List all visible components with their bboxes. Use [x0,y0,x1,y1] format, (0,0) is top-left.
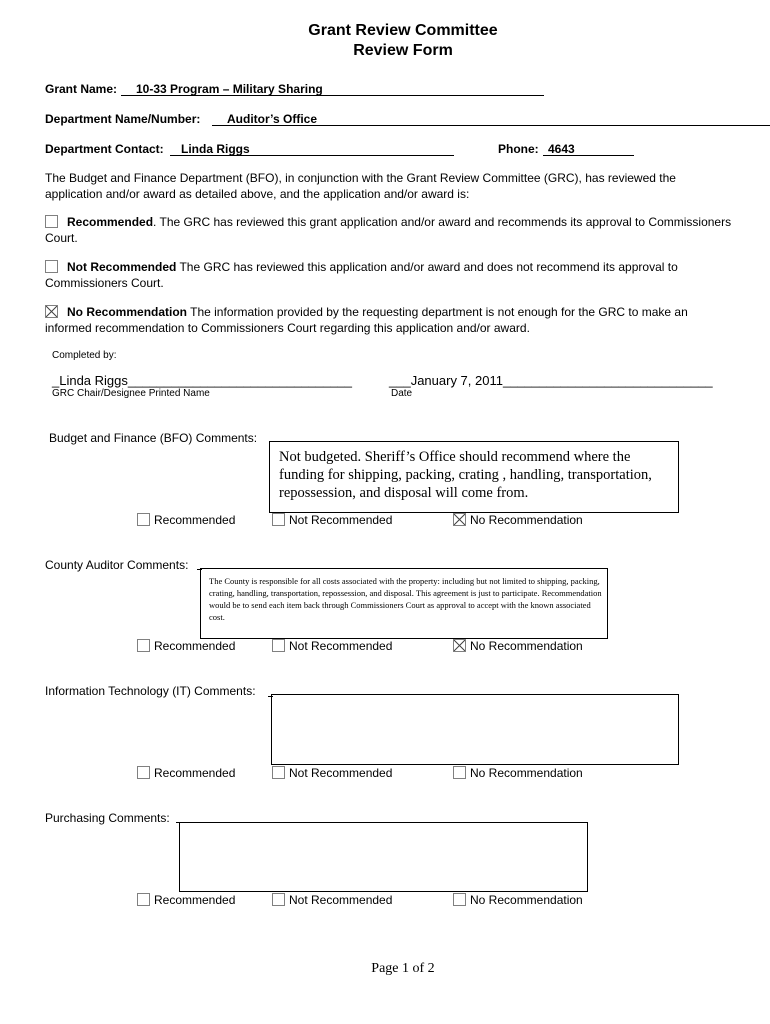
bfo-no-recommendation-label: No Recommendation [470,513,583,527]
grant-name-value: 10-33 Program – Military Sharing [136,82,323,96]
contact-value: Linda Riggs [181,142,250,156]
it-comments-label: Information Technology (IT) Comments: [45,684,256,698]
bfo-no-recommendation-checkbox[interactable] [453,513,466,526]
bfo-comments-box[interactable] [269,441,679,513]
intro-paragraph: The Budget and Finance Department (BFO), in conjunction with the Grant Review Committee (GRC), has reviewed the application and/or award as detailed above, and the application and/or award is: [45,171,676,201]
contact-label: Department Contact: [45,142,164,156]
bfo-not-recommended-checkbox[interactable] [272,513,285,526]
purchasing-recommended-label: Recommended [154,893,236,907]
bfo-recommended-checkbox[interactable] [137,513,150,526]
date-caption: Date [391,388,413,399]
date-value: ___January 7, 2011_____________________________ [389,373,713,388]
not-recommended-title: Not Recommended [67,260,177,274]
it-no-recommendation-checkbox[interactable] [453,766,466,779]
form-subtitle: Review Form [353,42,453,59]
auditor-recommended-label: Recommended [154,639,236,653]
auditor-recommended-checkbox[interactable] [137,639,150,652]
purchasing-no-recommendation-checkbox[interactable] [453,893,466,906]
page-number: Page 1 of 2 [371,961,435,976]
phone-value: 4643 [548,142,575,156]
recommended-statement [45,214,735,246]
purchasing-not-recommended-checkbox[interactable] [272,893,285,906]
purchasing-not-recommended-label: Not Recommended [289,893,393,907]
purchasing-recommended-checkbox[interactable] [137,893,150,906]
department-value: Auditor’s Office [227,112,318,126]
recommended-title: Recommended [67,215,154,229]
auditor-comments-label: County Auditor Comments: [45,558,189,572]
it-recommended-checkbox[interactable] [137,766,150,779]
purchasing-comments-label: Purchasing Comments: [45,811,170,825]
auditor-not-recommended-label: Not Recommended [289,639,393,653]
phone-label: Phone: [498,142,539,156]
bfo-recommended-label: Recommended [154,513,236,527]
completed-by-label: Completed by: [52,350,117,361]
department-label: Department Name/Number: [45,112,201,126]
it-not-recommended-label: Not Recommended [289,766,393,780]
not-recommended-statement [45,259,735,291]
chair-name-value: _Linda Riggs_______________________________ [52,373,353,388]
it-recommended-label: Recommended [154,766,236,780]
no-recommendation-text: The information provided by the requesting department is not enough for the GRC to make an informed recommendation to Commissioners Court regarding this application and/or award. [45,305,688,335]
no-recommendation-statement [45,304,735,336]
auditor-comments-box[interactable] [200,568,608,639]
form-title: Grant Review Committee [308,22,498,39]
no-recommendation-title: No Recommendation [67,305,188,319]
purchasing-comments-box[interactable] [179,822,588,892]
purchasing-no-recommendation-label: No Recommendation [470,893,583,907]
it-comments-box[interactable] [271,694,679,765]
it-no-recommendation-label: No Recommendation [470,766,583,780]
bfo-not-recommended-label: Not Recommended [289,513,393,527]
recommended-text: . The GRC has reviewed this grant application and/or award and recommends its approval to Commissioners Court. [45,215,732,245]
it-not-recommended-checkbox[interactable] [272,766,285,779]
bfo-comments-text: Not budgeted. Sheriff’s Office should recommend where the funding for shipping, packing, crating , handling, transportation, repossession, and disposal will come from. [279,449,652,501]
auditor-not-recommended-checkbox[interactable] [272,639,285,652]
chair-name-caption: GRC Chair/Designee Printed Name [52,388,210,399]
not-recommended-text: The GRC has reviewed this application and/or award and does not recommend its approval to Commissioners Court. [45,260,678,290]
auditor-comments-text: The County is responsible for all costs associated with the property: including but not limited to shipping, packing, crating, handling, transportation, repossession, and disposal. This agreement is just to participate. Recommendation would be to send each item back through Commissioners Court as approval to accept with the known associated cost. [209,576,602,622]
grant-name-label: Grant Name: [45,82,118,96]
bfo-comments-label: Budget and Finance (BFO) Comments: [49,431,258,445]
auditor-no-recommendation-checkbox[interactable] [453,639,466,652]
auditor-no-recommendation-label: No Recommendation [470,639,583,653]
